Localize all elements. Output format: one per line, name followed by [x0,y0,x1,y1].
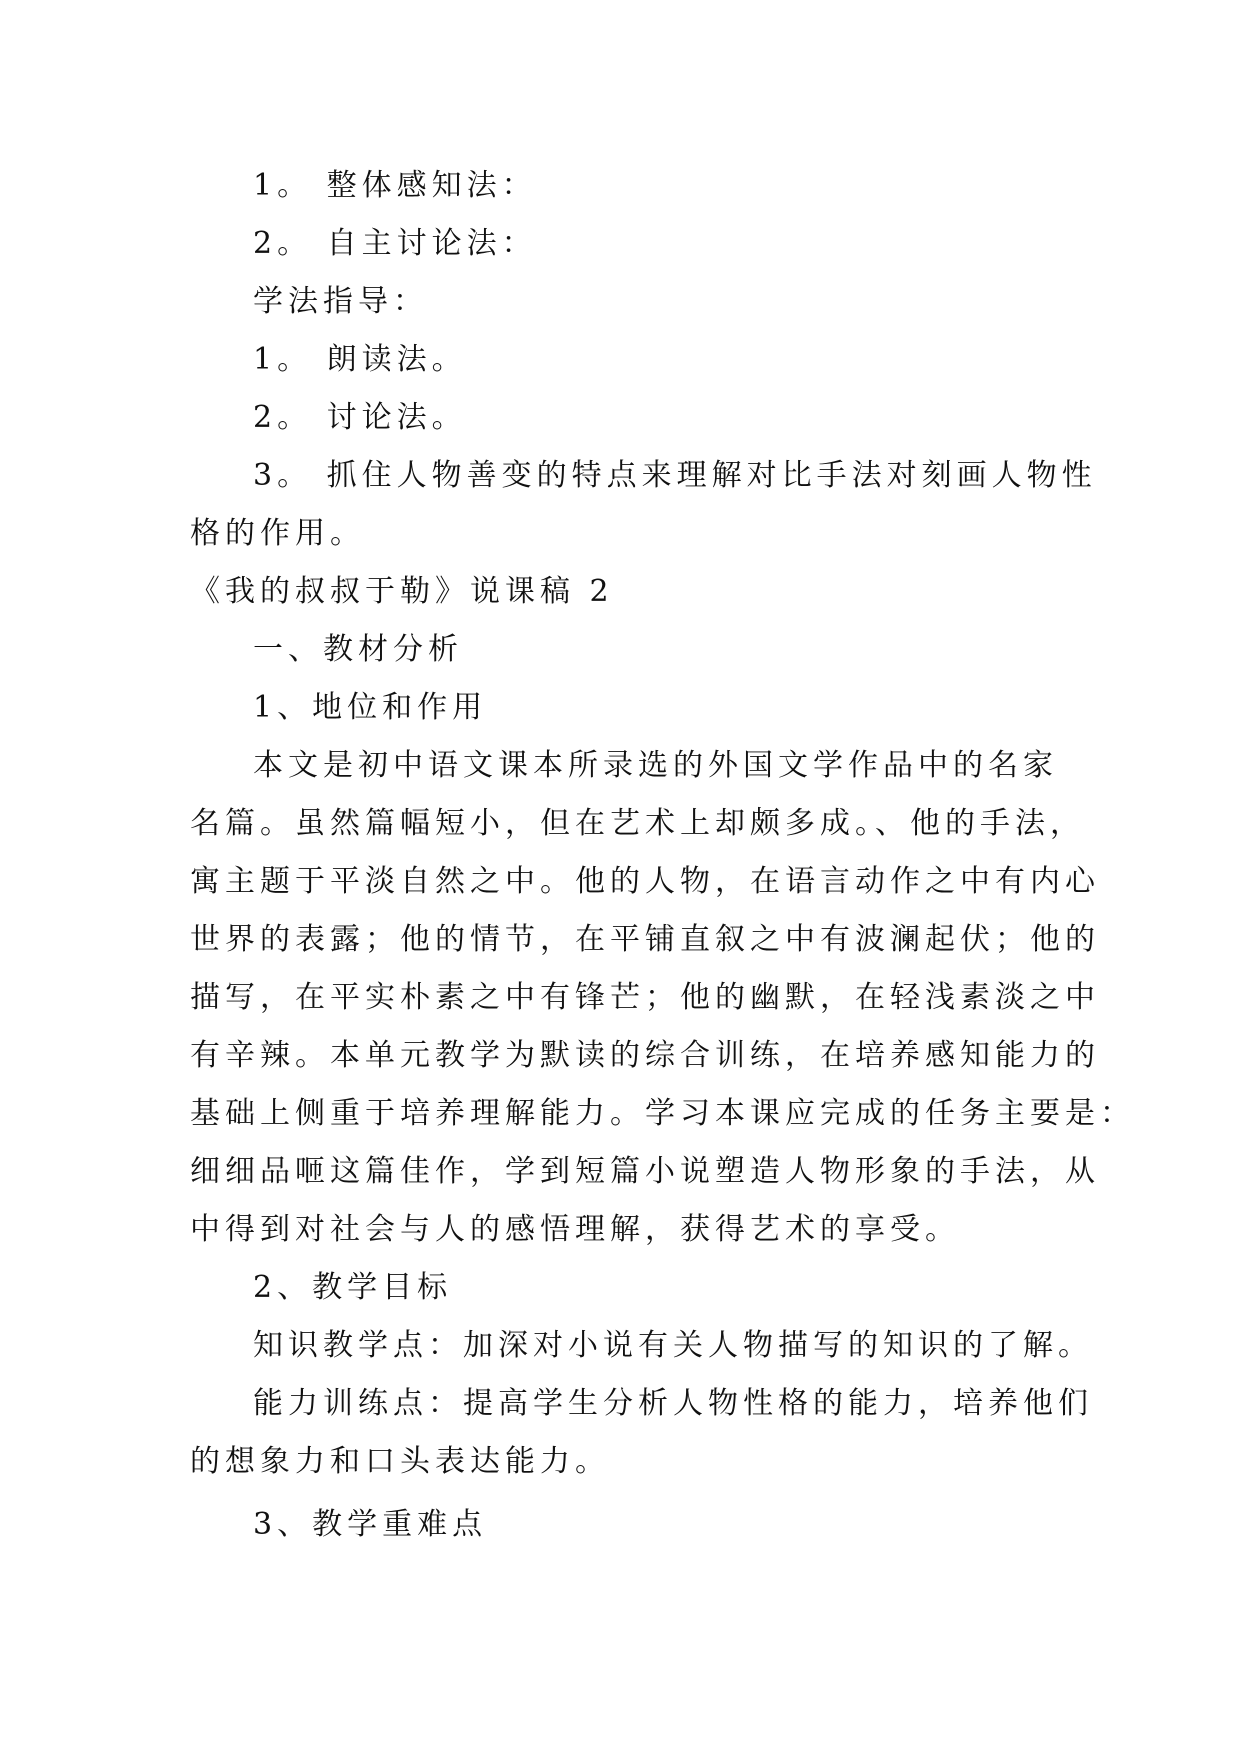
study-item-2: 2。 讨论法。 [253,400,467,435]
paragraph-line: 描写，在平实朴素之中有锋芒；他的幽默，在轻浅素淡之中 [190,980,1100,1015]
subheading-teaching-goals: 2、教学目标 [253,1270,453,1305]
paragraph-line: 细细品咂这篇佳作，学到短篇小说塑造人物形象的手法，从 [190,1154,1100,1189]
paragraph-line: 基础上侧重于培养理解能力。学习本课应完成的任务主要是： [190,1096,1135,1131]
subheading-position-role: 1、地位和作用 [253,690,488,725]
study-guide-heading: 学法指导： [253,284,428,319]
paragraph-line: 有辛辣。本单元教学为默读的综合训练，在培养感知能力的 [190,1038,1100,1073]
paragraph-line: 本文是初中语文课本所录选的外国文学作品中的名家 [253,748,1058,783]
paragraph-line: 寓主题于平淡自然之中。他的人物，在语言动作之中有内心 [190,864,1100,899]
subheading-key-points: 3、教学重难点 [253,1507,488,1542]
paragraph-line: 名篇。虽然篇幅短小，但在艺术上却颇多成。、他的手法， [190,806,1085,841]
method-item-2: 2。 自主讨论法： [253,226,537,261]
method-item-1: 1。 整体感知法： [253,168,537,203]
goal-ability: 能力训练点：提高学生分析人物性格的能力，培养他们 [253,1386,1093,1421]
paragraph-line: 中得到对社会与人的感悟理解，获得艺术的享受。 [190,1212,960,1247]
goal-knowledge: 知识教学点：加深对小说有关人物描写的知识的了解。 [253,1328,1093,1363]
study-item-1: 1。 朗读法。 [253,342,467,377]
paragraph-line: 世界的表露；他的情节，在平铺直叙之中有波澜起伏；他的 [190,922,1100,957]
study-item-3-cont: 格的作用。 [190,516,365,551]
section-title: 《我的叔叔于勒》说课稿 2 [190,574,614,609]
study-item-3: 3。 抓住人物善变的特点来理解对比手法对刻画人物性 [253,458,1097,493]
goal-ability-cont: 的想象力和口头表达能力。 [190,1444,610,1479]
heading-textbook-analysis: 一、教材分析 [253,632,463,667]
